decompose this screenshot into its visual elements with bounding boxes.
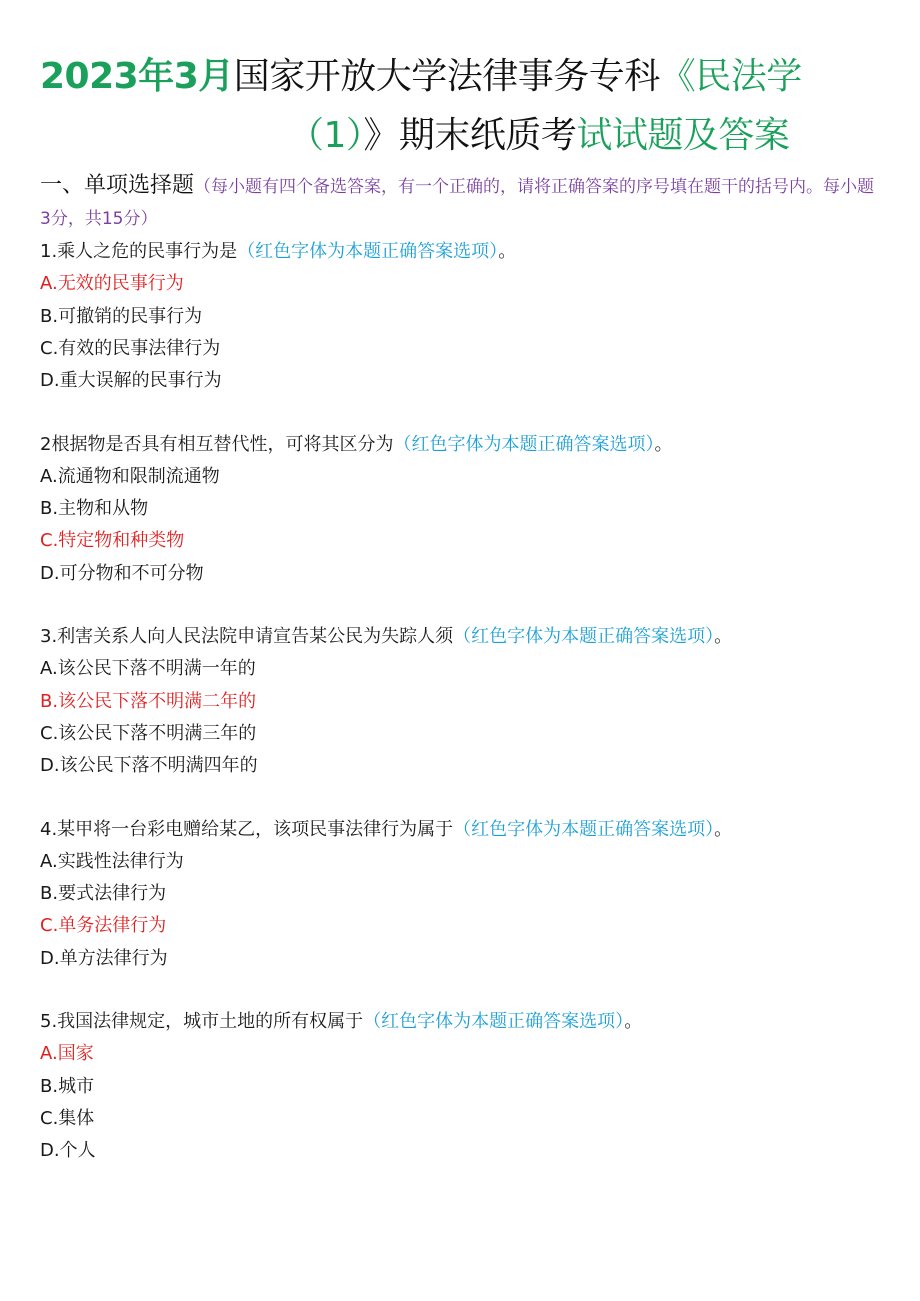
answer-hint: （红色字体为本题正确答案选项） [393,433,655,455]
answer-option: B.可撤销的民事行为 [40,305,203,327]
answer-option: C.有效的民事法律行为 [40,337,221,359]
question-end: 。 [498,241,517,262]
answer-option: B.要式法律行为 [40,883,167,905]
answer-option: D.单方法律行为 [40,947,168,969]
answer-option: B.主物和从物 [40,498,149,520]
question-stem [40,1010,642,1034]
answer-hint: （红色字体为本题正确答案选项） [453,818,715,840]
answer-option: D.个人 [40,1140,96,1162]
question-stem [40,818,732,842]
section-heading: 一、单项选择题 [40,173,195,198]
question-end: 。 [654,433,673,455]
title-date: 2023年3月 [40,56,234,97]
section-header [40,170,880,235]
answer-option: A.流通物和限制流通物 [40,465,220,487]
question-text: 1.乘人之危的民事行为是 [40,241,238,262]
question-stem [40,240,516,264]
answer-option: C.单务法律行为 [40,915,167,937]
document-title-line-1 [40,55,802,99]
answer-option: A.国家 [40,1043,94,1065]
answer-hint: （红色字体为本题正确答案选项） [453,626,715,647]
title-subject-number: （1） [288,115,364,156]
answer-hint: （红色字体为本题正确答案选项） [363,1011,625,1032]
question-text: 5.我国法律规定，城市土地的所有权属于 [40,1011,364,1032]
answer-option: A.该公民下落不明满一年的 [40,658,256,680]
answer-option: C.特定物和种类物 [40,530,185,552]
answer-hint: （红色字体为本题正确答案选项） [237,241,499,262]
answer-option: A.实践性法律行为 [40,850,184,872]
answer-option: D.可分物和不可分物 [40,562,204,584]
question-text: 4.某甲将一台彩电赠给某乙，该项民事法律行为属于 [40,818,454,840]
question-stem [40,433,672,457]
answer-option: B.该公民下落不明满二年的 [40,690,257,712]
answer-option: D.重大误解的民事行为 [40,370,222,392]
title-exam-type: 》期末纸质考 [363,115,577,156]
question-text: 3.利害关系人向人民法院申请宣告某公民为失踪人须 [40,626,454,647]
question-end: 。 [714,626,733,647]
title-school-course: 国家开放大学法律事务专科 [233,56,660,97]
answer-option: C.该公民下落不明满三年的 [40,722,257,744]
document-title-line-2 [288,114,789,158]
answer-option: D.该公民下落不明满四年的 [40,755,258,777]
section-instructions: （每小题有四个备选答案，有一个正确的，请将正确答案的序号填在题干的括号内。每小题3分，共15分） [40,177,875,229]
title-subject: 《民法学 [659,56,802,97]
answer-option: A.无效的民事行为 [40,273,184,295]
title-suffix: 试试题及答案 [576,115,790,156]
answer-option: B.城市 [40,1075,95,1097]
question-end: 。 [624,1011,643,1032]
question-stem [40,625,732,649]
question-text: 2根据物是否具有相互替代性，可将其区分为 [40,433,394,455]
question-end: 。 [714,818,733,840]
answer-option: C.集体 [40,1107,95,1129]
